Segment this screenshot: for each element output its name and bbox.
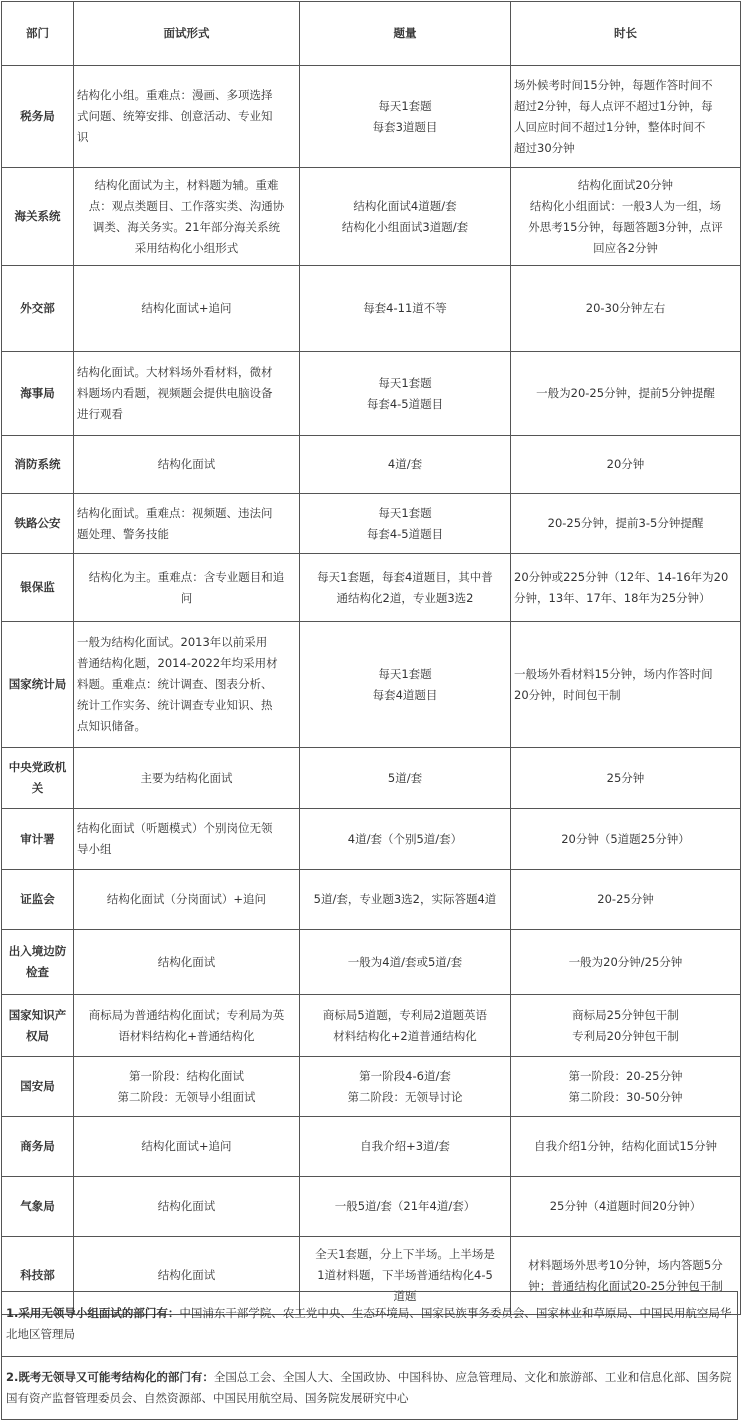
- cell-line: 20-30分钟左右: [585, 301, 666, 315]
- cell-line: 材料题场外思考10分钟，场内答题5分: [528, 1257, 723, 1272]
- footnote-both: [1, 1356, 738, 1420]
- cell-line: 第一阶段：结构化面试: [129, 1068, 244, 1083]
- cell-count: [300, 436, 511, 494]
- cell-line: 1道材料题，下半场普通结构化4-5: [317, 1268, 493, 1282]
- table-row: [2, 809, 741, 870]
- cell-count: [300, 66, 511, 168]
- cell-form: [74, 1177, 300, 1237]
- cell-form: [74, 622, 300, 748]
- cell-line: 题处理、警务技能: [77, 526, 169, 541]
- cell-line: 统计工作实务、统计调查专业知识、热: [77, 698, 273, 712]
- cell-line: 结构化面试。大材料场外看材料，微材: [77, 365, 273, 379]
- table-row: [2, 622, 741, 748]
- cell-duration: [511, 870, 741, 930]
- cell-dept: 税务局: [2, 66, 74, 168]
- cell-line: 点：观点类题目、工作落实类、沟通协: [88, 198, 285, 213]
- cell-duration: [511, 809, 741, 870]
- cell-line: 结构化面试20分钟: [577, 177, 674, 192]
- cell-line: 一般为4道/套或5道/套: [347, 954, 463, 969]
- cell-dept: 审计署: [2, 809, 74, 870]
- cell-dept: 科技部: [2, 1237, 74, 1315]
- table-row: [2, 930, 741, 995]
- cell-line: 第二阶段：30-50分钟: [568, 1089, 683, 1104]
- cell-line: 20分钟: [606, 457, 645, 471]
- cell-line: 专利局20分钟包干制: [572, 1028, 679, 1043]
- cell-dept: 铁路公安: [2, 494, 74, 554]
- cell-line: 场外候考时间15分钟，每题作答时间不: [514, 77, 713, 92]
- cell-line: 超过30分钟: [514, 140, 575, 155]
- cell-line: 4道/套（个别5道/套）: [347, 831, 463, 846]
- cell-line: 结构化面试: [157, 1268, 216, 1282]
- cell-form: [74, 995, 300, 1057]
- header-dept: 部门: [2, 2, 74, 66]
- cell-line: 第一阶段4-6道/套: [359, 1068, 451, 1083]
- interview-table: [1, 1, 741, 1315]
- table-row: [2, 436, 741, 494]
- cell-line: 结构化面试+追问: [141, 1139, 232, 1153]
- table-row: [2, 1117, 741, 1177]
- cell-form: [74, 748, 300, 809]
- footnote-leaderless: [1, 1291, 738, 1357]
- cell-line: 主要为结构化面试: [140, 770, 233, 785]
- cell-dept: 国家知识产权局: [2, 995, 74, 1057]
- cell-form: [74, 1117, 300, 1177]
- cell-line: 普通结构化题，2014-2022年均采用材: [77, 656, 278, 670]
- cell-dept: 出入境边防检查: [2, 930, 74, 995]
- cell-line: 25分钟: [606, 770, 645, 785]
- table-row: [2, 352, 741, 436]
- table-row: [2, 66, 741, 168]
- cell-line: 第一阶段：20-25分钟: [568, 1068, 683, 1083]
- cell-line: 进行观看: [77, 407, 123, 421]
- cell-line: 识: [77, 130, 89, 144]
- cell-duration: [511, 995, 741, 1057]
- cell-count: [300, 995, 511, 1057]
- cell-line: 采用结构化小组形式: [134, 240, 239, 255]
- cell-line: 结构化面试（分岗面试）+追问: [106, 892, 267, 906]
- cell-line: 20分钟（5道题25分钟）: [561, 831, 690, 846]
- cell-line: 每套4-11道不等: [363, 301, 447, 315]
- cell-line: 商标局为普通结构化面试；专利局为英: [88, 1007, 285, 1022]
- cell-dept: 商务局: [2, 1117, 74, 1177]
- cell-line: 超过2分钟，每人点评不超过1分钟，每: [514, 98, 713, 113]
- cell-duration: [511, 1117, 741, 1177]
- cell-line: 结构化小组面试：一般3人为一组，场: [529, 198, 722, 213]
- cell-count: [300, 809, 511, 870]
- cell-count: [300, 168, 511, 266]
- cell-line: 每天1套题: [378, 98, 432, 113]
- cell-line: 每套3道题目: [372, 119, 438, 134]
- cell-line: 调类、海关务实。21年部分海关系统: [92, 219, 281, 234]
- cell-duration: [511, 266, 741, 352]
- cell-form: [74, 554, 300, 622]
- cell-count: [300, 494, 511, 554]
- cell-line: 结构化面试: [157, 457, 216, 471]
- cell-line: 每天1套题: [378, 375, 432, 390]
- cell-line: 商标局5道题，专利局2道题英语: [322, 1007, 488, 1022]
- cell-form: [74, 930, 300, 995]
- cell-duration: [511, 494, 741, 554]
- cell-line: 一般场外看材料15分钟，场内作答时间: [514, 666, 713, 681]
- cell-line: 每套4-5道题目: [366, 526, 444, 541]
- table-row: [2, 168, 741, 266]
- footnote-title: 1.采用无领导小组面试的部门有：: [6, 1306, 180, 1320]
- cell-line: 20-25分钟，提前3-5分钟提醒: [547, 516, 704, 530]
- cell-line: 结构化小组面试3道题/套: [341, 219, 469, 234]
- cell-line: 每套4-5道题目: [366, 396, 444, 411]
- cell-line: 钟；普通结构化面试20-25分钟包干制: [528, 1278, 723, 1293]
- cell-line: 第二阶段：无领导讨论: [347, 1089, 463, 1104]
- footnote-text: 全国总工会、全国人大、全国政协、中国科协、应急管理局、文化和旅游部、工业和信息化部、国务院国有资产监督管理委员会、自然资源部、中国民用航空局、国务院发展研究中心: [6, 1370, 732, 1405]
- cell-dept: 证监会: [2, 870, 74, 930]
- cell-duration: [511, 168, 741, 266]
- cell-duration: [511, 436, 741, 494]
- cell-duration: [511, 930, 741, 995]
- cell-line: 通结构化2道，专业题3选2: [336, 590, 474, 605]
- cell-dept: 外交部: [2, 266, 74, 352]
- cell-count: [300, 1117, 511, 1177]
- header-duration: 时长: [511, 2, 741, 66]
- cell-count: [300, 870, 511, 930]
- cell-line: 20分钟或225分钟（12年、14-16年为20: [514, 569, 729, 584]
- table-row: [2, 554, 741, 622]
- cell-line: 点知识储备。: [77, 719, 146, 733]
- cell-line: 全天1套题，分上下半场。上半场是: [315, 1247, 495, 1261]
- cell-count: [300, 554, 511, 622]
- table-row: [2, 995, 741, 1057]
- cell-line: 结构化为主。重难点：含专业题目和追: [88, 569, 285, 584]
- cell-duration: [511, 554, 741, 622]
- cell-line: 人回应时间不超过1分钟，整体时间不: [514, 119, 706, 134]
- cell-line: 结构化面试: [157, 1199, 216, 1213]
- cell-duration: [511, 622, 741, 748]
- cell-line: 料题。重难点：统计调查、图表分析、: [77, 677, 273, 691]
- cell-line: 一般5道/套（21年4道/套）: [334, 1199, 476, 1213]
- table-row: [2, 266, 741, 352]
- cell-line: 20分钟，时间包干制: [514, 687, 621, 702]
- cell-form: [74, 66, 300, 168]
- cell-line: 外思考15分钟，每题答题3分钟，点评: [528, 219, 723, 234]
- footnote-text: 中国浦东干部学院、农工党中央、生态环境局、国家民族事务委员会、国家林业和草原局、中国民用航空局华北地区管理局: [6, 1306, 732, 1341]
- cell-line: 4道/套: [387, 457, 423, 471]
- cell-count: [300, 1057, 511, 1117]
- cell-line: 一般为20-25分钟，提前5分钟提醒: [536, 386, 715, 400]
- cell-duration: [511, 66, 741, 168]
- cell-duration: [511, 748, 741, 809]
- table-header-row: [2, 2, 741, 66]
- cell-dept: 中央党政机关: [2, 748, 74, 809]
- cell-count: [300, 266, 511, 352]
- cell-line: 自我介绍1分钟，结构化面试15分钟: [534, 1139, 717, 1153]
- cell-line: 结构化面试: [157, 954, 216, 969]
- header-form: 面试形式: [74, 2, 300, 66]
- cell-duration: [511, 1177, 741, 1237]
- cell-line: 回应各2分钟: [593, 240, 658, 255]
- cell-dept: 国安局: [2, 1057, 74, 1117]
- table-row: [2, 870, 741, 930]
- cell-line: 结构化面试为主，材料题为辅。重难: [94, 177, 279, 192]
- cell-line: 一般为20分钟/25分钟: [568, 954, 683, 969]
- cell-line: 每天1套题: [378, 505, 432, 520]
- cell-line: 每天1套题: [378, 666, 432, 681]
- cell-dept: 国家统计局: [2, 622, 74, 748]
- cell-dept: 气象局: [2, 1177, 74, 1237]
- cell-line: 导小组: [77, 842, 112, 856]
- cell-form: [74, 352, 300, 436]
- cell-line: 25分钟（4道题时间20分钟）: [549, 1199, 702, 1213]
- cell-line: 材料结构化+2道普通结构化: [333, 1028, 477, 1043]
- cell-line: 问: [180, 590, 193, 605]
- header-count: 题量: [300, 2, 511, 66]
- cell-line: 每天1套题，每套4道题目，其中普: [317, 569, 493, 584]
- cell-duration: [511, 1057, 741, 1117]
- cell-line: 结构化面试。重难点：视频题、违法问: [77, 505, 273, 520]
- table-row: [2, 1057, 741, 1117]
- cell-line: 20-25分钟: [597, 892, 654, 906]
- cell-line: 商标局25分钟包干制: [572, 1007, 679, 1022]
- cell-dept: 消防系统: [2, 436, 74, 494]
- cell-line: 结构化面试+追问: [141, 301, 232, 315]
- cell-line: 5道/套，专业题3选2，实际答题4道: [313, 892, 497, 906]
- cell-form: [74, 494, 300, 554]
- cell-form: [74, 809, 300, 870]
- cell-dept: 海事局: [2, 352, 74, 436]
- cell-line: 结构化面试4道题/套: [353, 198, 457, 213]
- cell-count: [300, 622, 511, 748]
- cell-duration: [511, 352, 741, 436]
- cell-line: 式问题、统筹安排、创意活动、专业知: [77, 109, 273, 123]
- cell-line: 结构化小组。重难点：漫画、多项选择: [77, 88, 273, 102]
- cell-line: 每套4道题目: [372, 687, 438, 702]
- table-row: [2, 748, 741, 809]
- cell-line: 自我介绍+3道/套: [360, 1139, 450, 1153]
- cell-count: [300, 1177, 511, 1237]
- cell-line: 一般为结构化面试。2013年以前采用: [77, 635, 268, 649]
- cell-form: [74, 168, 300, 266]
- table-body: [2, 66, 741, 1315]
- footnote-title: 2.既考无领导又可能考结构化的部门有：: [6, 1370, 214, 1384]
- cell-line: 道题: [393, 1289, 417, 1303]
- cell-dept: 海关系统: [2, 168, 74, 266]
- cell-line: 料题场内看题，视频题会提供电脑设备: [77, 386, 273, 400]
- cell-form: [74, 436, 300, 494]
- cell-count: [300, 930, 511, 995]
- cell-form: [74, 266, 300, 352]
- cell-line: 结构化面试（听题模式）个别岗位无领: [77, 821, 273, 835]
- table-row: [2, 1177, 741, 1237]
- cell-count: [300, 748, 511, 809]
- cell-line: 5道/套: [387, 770, 423, 785]
- cell-line: 语材料结构化+普通结构化: [118, 1028, 255, 1043]
- cell-dept: 银保监: [2, 554, 74, 622]
- cell-form: [74, 1057, 300, 1117]
- cell-form: [74, 870, 300, 930]
- cell-line: 分钟，13年、17年、18年为25分钟）: [514, 590, 711, 605]
- cell-line: 第二阶段：无领导小组面试: [117, 1089, 256, 1104]
- cell-count: [300, 352, 511, 436]
- table-row: [2, 494, 741, 554]
